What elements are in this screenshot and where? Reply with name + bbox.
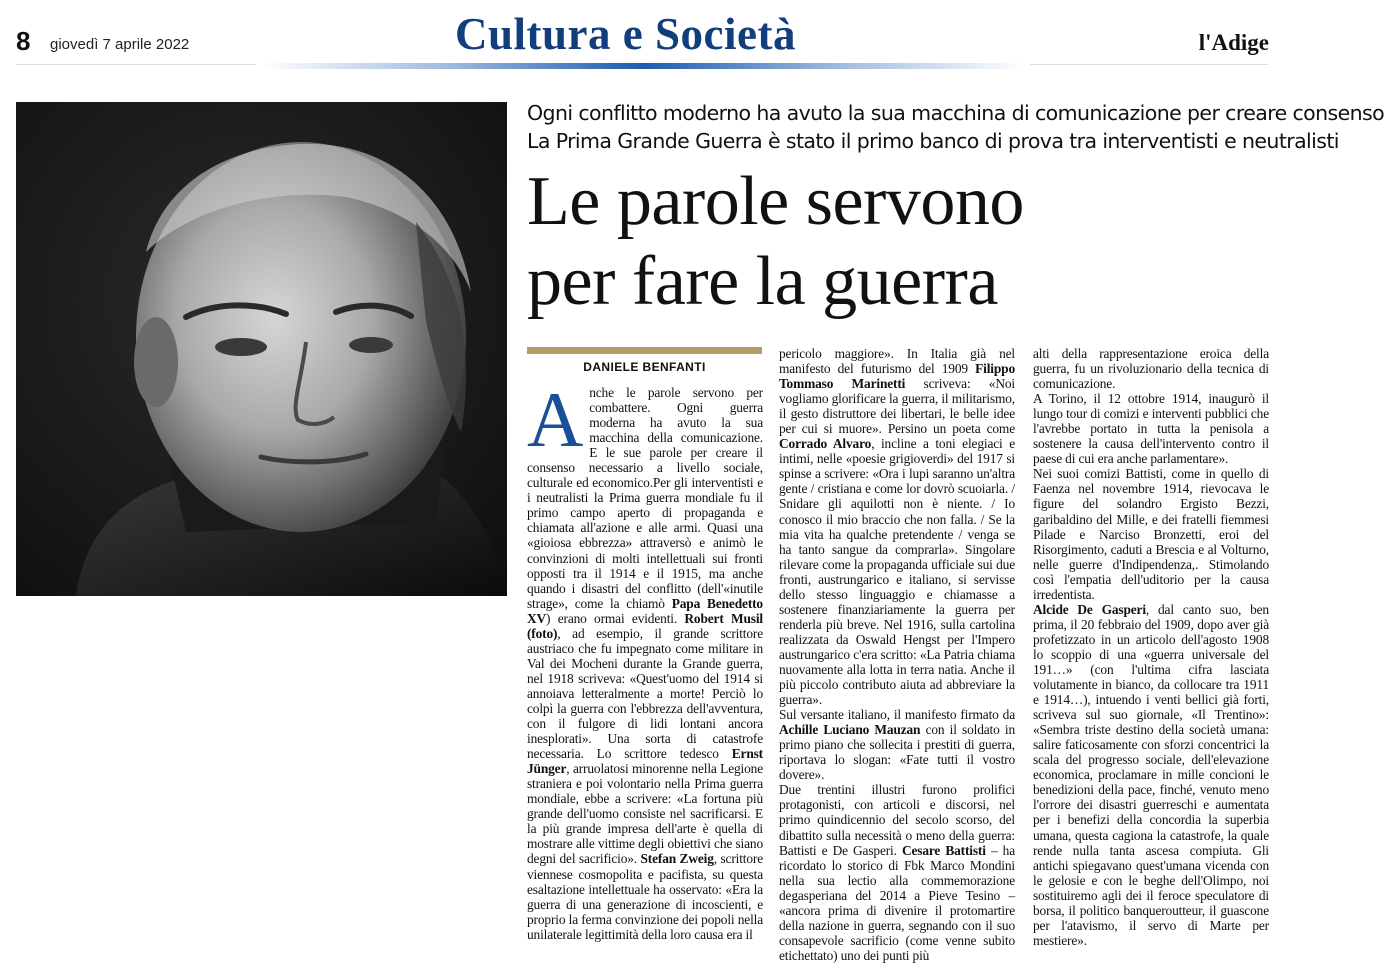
paragraph	[1033, 346, 1269, 391]
paragraph	[779, 346, 1015, 707]
text-run: ) erano ormai evidenti.	[546, 610, 685, 626]
text-run: scriveva: «Noi vogliamo glorificare la guerra, il militarismo, il gesto distruttore dei libertari, le belle idee per cui si muore». Persino un poeta come	[779, 376, 1015, 437]
newspaper-brand: l'Adige	[1198, 30, 1269, 55]
issue-date: giovedì 7 aprile 2022	[50, 36, 190, 53]
article-column-1	[527, 376, 764, 942]
paragraph	[779, 782, 1015, 963]
paragraph	[1033, 466, 1269, 601]
article-kicker	[527, 99, 1384, 155]
bold-name: Achille Luciano Mauzan	[779, 722, 921, 738]
article-byline: DANIELE BENFANTI	[583, 360, 706, 374]
text-run: Sul versante italiano, il manifesto firmato da	[779, 707, 1015, 723]
text-run: , dal canto suo, ben prima, il 20 febbraio del 1909, dopo aver già profetizzato in un articolo dell'agosto 1908 lo scoppio di una «guerra universale del 191…» (con l'ultima cifra lasciata volutamente in bianco, da collocare tra 1911 e 1914…), intuendo i venti bellici già forti, scriveva sul suo giornale, «Il Trentino»: «Sembra triste destino della società umana: salire faticosamente con sforzi concentrici la scala del progresso sociale, dell'elevazione economica, proclamare in mille concioni le benedizioni della pace, finché, venuto meno l'orrore dei disastri guerreschi e aumentata per i benefizi della concordia la superbia umana, questa cagiona la catastrofe, la quale rende nulla tanta ascesa compiuta. Gli antichi spiegavano quest'umana vicenda con le gelosie e con le beghe dell'Olimpo, noi sostituiremo agli dei il feroce speculatore di borsa, il politico banqueroutteur, il guascone per l'atavismo, il servo di Marte per mestiere».	[1033, 601, 1269, 948]
text-run: Due trentini illustri furono prolifici protagonisti, con articoli e discorsi, nel primo quindicennio del secolo scorso, del dibattito sulla necessità o meno della guerra: Battisti e De Gasperi.	[779, 782, 1015, 858]
paragraph	[527, 376, 764, 942]
article-headline	[527, 162, 1277, 322]
article-column-3	[1033, 346, 1269, 948]
text-run: alti della rappresentazione eroica della guerra, fu un rivoluzionario della tecnica di comunicazione.	[1033, 346, 1269, 392]
header-rule-right	[1030, 64, 1268, 65]
bold-name: Stefan Zweig	[640, 851, 714, 867]
text-run: Nei suoi comizi Battisti, come in quello di Faenza nel novembre 1914, rievocava le figure del solandro Ergisto Bezzi, garibaldino del Mille, e dei fratelli fiemmesi Pilade e Narciso Bronzetti, eroi del Risorgimento, caduti a Brescia e al Volturno, nelle guerre d'Indipendenza,. Stimolando così l'empatia dell'uditorio per la causa irredentista.	[1033, 466, 1269, 602]
paragraph	[1033, 391, 1269, 466]
kicker-line-1: Ogni conflitto moderno ha avuto la sua macchina di comunicazione per creare consenso	[527, 101, 1384, 125]
text-run: , incline a toni elegiaci e intimi, nelle «poesie grigioverdi» del 1917 si spinse a scrivere: «Ora i lupi saranno un'altra gente / cristiana e come lor dovrò scuoiarla. / Snidare gli aquilotti non è niente. / Io conosco il mio braccio che non falla. / Se la mia vita ha qualche pretendente / venga se ha tanto sangue da comprarla». Singolare rilevare come la propaganda ufficiale sui due fronti, austrungarico e italiano, si servisse dello stesso linguaggio e chiamasse a sostenere finanziariamente la guerra per renderla più breve. Nel 1916, sulla cartolina realizzata da Oswald Hengst per l'Impero austrungarico c'era scritto: «La Patria chiama nuovamente alla lotta in terra natia. Anche il più piccolo contributo aiuta ad abbreviare la guerra».	[779, 436, 1016, 708]
kicker-line-2: La Prima Grande Guerra è stato il primo banco di prova tra interventisti e neutralisti	[527, 129, 1339, 153]
header-gradient-bar	[262, 63, 1024, 69]
text-run: – ha ricordato lo storico di Fbk Marco Mondini nella sua lectio alla commemorazione degasperiana del 2014 a Pieve Tesino – «ancora prima di divenire il protomartire della nazione in guerra, segnando con il suo consapevole sacrificio (come venne subito etichettato) uno dei punti più	[779, 842, 1015, 963]
text-run: con il soldato in primo piano che sollecita i prestiti di guerra, riportava lo slogan: «Fate tutti il vostro dovere».	[779, 722, 1016, 783]
text-run: , arruolatosi minorenne nella Legione straniera e poi volontario nella Prima guerra mondiale, ebbe a scrivere: «La fortuna più grande dell'uomo consiste nel sacrificarsi. E la più grande impresa dell'arte è quella di mostrare alle vittime degli obiettivi che siano degni del sacrificio».	[527, 761, 763, 867]
text-run: Per gli interventisti e i neutralisti la Prima guerra mondiale fu il primo campo aperto di propaganda e chiamata all'azione e alle armi. Quasi una «gioiosa ebbrezza» attraversò e animò le convinzioni di molti intellettuali sui fronti opposti tra il 1914 e il 1915, ma anche quando i disastri del conflitto (dell'«inutile strage», come la chiamò	[527, 475, 763, 611]
portrait-photo	[16, 102, 507, 596]
paragraph	[1033, 602, 1269, 948]
page-header	[0, 0, 1285, 74]
text-run: pericolo maggiore». In Italia già nel manifesto del futurismo del 1909	[779, 346, 1015, 377]
bold-name: Filippo Tommaso Marinetti	[779, 361, 1015, 392]
drop-cap: A	[527, 376, 584, 463]
bold-name: Robert Musil (foto)	[527, 610, 763, 641]
bold-name: Cesare Battisti	[901, 842, 986, 858]
text-run: , scrittore viennese cosmopolita e pacifista, su questa esaltazione intellettuale ha osservato: «Era la guerra di una generazione di incoscienti, e proprio la ferma convinzione dei popoli nella unilaterale legittimità della loro causa era il	[527, 851, 764, 942]
bold-name: Papa Benedetto XV	[527, 595, 763, 626]
article-column-2	[779, 346, 1016, 963]
paragraph	[779, 707, 1015, 782]
bold-name: Alcide De Gasperi	[1033, 601, 1146, 617]
page-number: 8	[16, 26, 31, 56]
header-rule-left	[16, 64, 256, 65]
column-3-body	[1033, 346, 1269, 948]
byline-bar	[527, 347, 762, 354]
text-run: nche le parole servono per combattere. Ogni guerra moderna ha avuto la sua macchina della comunicazione. E le sue parole per creare il consenso necessario a livello sociale, culturale ed economico.	[527, 385, 763, 491]
bold-name: Corrado Alvaro	[779, 436, 872, 452]
text-run: A Torino, il 12 ottobre 1914, inaugurò il lungo tour di comizi e interventi pubblici che l'avrebbe portato in tutta la penisola a sostenere la causa dell'intervento contro il paese di cui era anche parlamentare».	[1033, 391, 1269, 467]
section-title: Cultura e Società	[455, 9, 796, 59]
bold-name: Ernst Jünger	[527, 746, 763, 777]
text-run: , ad esempio, il grande scrittore austriaco che fu impegnato come militare in Val dei Mocheni durante la Grande guerra, nel 1918 scriveva: «Quest'uomo del 1914 si annoiava letteralmente a morte! Perciò lo colpì la guerra con l'ebbrezza dell'avventura, con il fulgore di lidi lontani ancora inesplorati». Una sorta di catastrofe necessaria. Lo scrittore tedesco	[527, 625, 763, 762]
portrait-image	[16, 102, 507, 596]
column-1-body	[527, 376, 764, 942]
headline-line-2: per fare la guerra	[527, 243, 998, 320]
column-2-body	[779, 346, 1015, 963]
headline-line-1: Le parole servono	[527, 163, 1024, 240]
